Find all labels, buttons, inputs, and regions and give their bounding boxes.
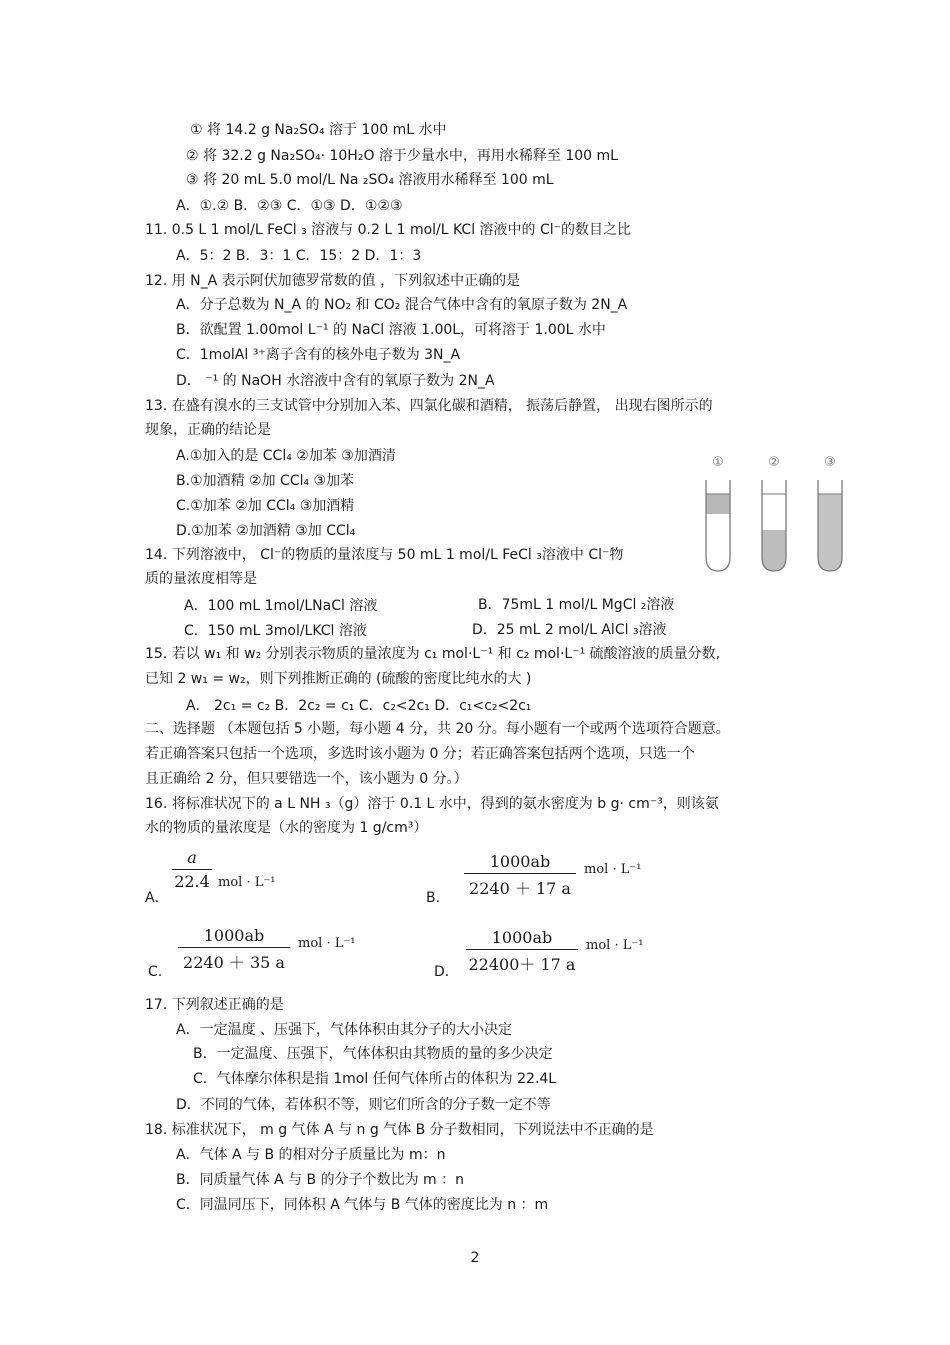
line-q10-item1: ① 将 14.2 g Na₂SO₄ 溶于 100 mL 水中 [190, 122, 447, 138]
q16-option-a-fraction [172, 848, 276, 891]
line-q13-a: A.①加入的是 CCl₄ ②加苯 ③加酒清 [176, 448, 396, 464]
line-section2: 二、选择题 （本题包括 5 小题，每小题 4 分，共 20 分。每小题有一个或两个选项符合题意。 [145, 721, 730, 737]
fraction-bar [466, 949, 578, 950]
line-q13-cont: 现象，正确的结论是 [145, 422, 271, 438]
line-q14-b: B．75mL 1 mol/L MgCl ₂溶液 [478, 597, 675, 613]
line-q10-item3: ③ 将 20 mL 5.0 mol/L Na ₂SO₄ 溶液用水稀释至 100 mL [186, 172, 554, 188]
fraction-bar [464, 873, 576, 874]
q16-option-b-fraction [464, 852, 642, 899]
test-tube-3 [818, 480, 842, 571]
line-q17-d: D．不同的气体，若体积不等，则它们所含的分子数一定不等 [176, 1097, 551, 1113]
q16-option-d-fraction [466, 928, 644, 975]
line-q17-b: B．一定温度、压强下，气体体积由其物质的量的多少决定 [193, 1046, 553, 1062]
line-q18-b: B．同质量气体 A 与 B 的分子个数比为 m ：n [176, 1172, 464, 1188]
line-q12-d: D． ⁻¹ 的 NaOH 水溶液中含有的氧原子数为 2N_A [176, 373, 495, 389]
fraction-denominator: 22.4 [174, 872, 210, 891]
line-q13-c: C.①加苯 ②加 CCl₄ ③加酒精 [176, 498, 355, 514]
line-q14: 14. 下列溶液中， Cl⁻的物质的量浓度与 50 mL 1 mol/L FeCl ₃溶液中 Cl⁻物 [145, 547, 624, 563]
line-q15-options: A． 2c₁ = c₂ B．2c₂ = c₁ C．c₂<2c₁ D．c₁<c₂<2c₁ [186, 698, 532, 714]
line-q10-options: A．①.② B．②③ C．①③ D．①②③ [176, 198, 403, 214]
fraction-bar [178, 947, 290, 948]
q16-option-d-label: D． [434, 964, 459, 980]
line-q12-b: B．欲配置 1.00mol L⁻¹ 的 NaCl 溶液 1.00L，可将溶于 1.00L 水中 [176, 322, 606, 338]
fraction-unit: mol · L⁻¹ [584, 862, 642, 877]
test-tube-1 [706, 480, 730, 571]
line-q11: 11. 0.5 L 1 mol/L FeCl ₃ 溶液与 0.2 L 1 mol/L KCl 溶液中的 Cl⁻的数目之比 [145, 222, 632, 238]
fraction-numerator: 1000ab [489, 852, 551, 871]
line-q14-d: D．25 mL 2 mol/L AlCl ₃溶液 [472, 622, 667, 638]
fraction-numerator: 1000ab [203, 926, 265, 945]
line-q17-a: A．一定温度 、压强下，气体体积由其分子的大小决定 [176, 1022, 513, 1038]
fraction-numerator: a [187, 848, 197, 867]
fraction-unit: mol · L⁻¹ [298, 936, 356, 951]
q16-option-c-fraction [178, 926, 356, 973]
line-section2-rule2: 且正确给 2 分，但只要错选一个，该小题为 0 分。） [145, 771, 468, 787]
line-q14-cont: 质的量浓度相等是 [145, 571, 257, 587]
line-q16: 16. 将标准状况下的 a L NH ₃（g）溶于 0.1 L 水中，得到的氨水密度为 b g· cm⁻³，则该氨 [145, 796, 719, 812]
fraction-denominator: 22400＋ 17 a [468, 955, 576, 974]
fraction-bar [172, 869, 212, 870]
tube-label-3: ③ [824, 455, 836, 470]
line-q12-a: A．分子总数为 N_A 的 NO₂ 和 CO₂ 混合气体中含有的氧原子数为 2N_A [176, 297, 628, 313]
line-q12-c: C．1molAl ³⁺离子含有的核外电子数为 3N_A [176, 347, 461, 363]
line-section2-rule1: 若正确答案只包括一个选项，多选时该小题为 0 分；若正确答案包括两个选项，只选一个 [145, 746, 695, 762]
fraction-unit: mol · L⁻¹ [218, 875, 276, 890]
tube-label-1: ① [712, 455, 724, 470]
q16-option-c-label: C. [148, 964, 163, 980]
fraction-numerator: 1000ab [491, 928, 553, 947]
tube-label-2: ② [768, 455, 780, 470]
line-q18-a: A．气体 A 与 B 的相对分子质量比为 m：n [176, 1147, 446, 1163]
line-q11-options: A．5：2 B．3：1 C．15：2 D．1：3 [176, 248, 422, 264]
line-q14-c: C．150 mL 3mol/LKCl 溶液 [184, 623, 367, 639]
test-tube-2 [762, 480, 786, 571]
line-q18-c: C．同温同压下，同体积 A 气体与 B 气体的密度比为 n ：m [176, 1197, 549, 1213]
line-q13-b: B.①加酒精 ②加 CCl₄ ③加苯 [176, 473, 355, 489]
page-number: 2 [470, 1250, 480, 1266]
line-q16-cont: 水的物质的量浓度是（水的密度为 1 g/cm³） [145, 820, 428, 836]
fraction-denominator: 2240 ＋ 35 a [183, 953, 285, 972]
line-q13: 13. 在盛有溴水的三支试管中分别加入苯、四氯化碳和酒精， 振荡后静置， 出现右图所示的 [145, 398, 713, 414]
line-q15-cont: 已知 2 w₁ = w₂，则下列推断正确的 (硫酸的密度比纯水的大 ) [145, 671, 532, 687]
line-q12: 12. 用 N_A 表示阿伏加德罗常数的值 ，下列叙述中正确的是 [145, 273, 521, 289]
fraction-unit: mol · L⁻¹ [586, 938, 644, 953]
line-q18: 18. 标准状况下， m g 气体 A 与 n g 气体 B 分子数相同，下列说法中不正确的是 [145, 1122, 654, 1138]
test-tubes-figure [698, 452, 858, 577]
line-q14-a: A．100 mL 1mol/LNaCl 溶液 [184, 598, 378, 614]
q16-option-a-label: A． [145, 890, 169, 906]
q16-option-b-label: B. [426, 890, 441, 906]
line-q17: 17. 下列叙述正确的是 [145, 997, 284, 1013]
fraction-denominator: 2240 ＋ 17 a [469, 879, 571, 898]
line-q10-item2: ② 将 32.2 g Na₂SO₄· 10H₂O 溶于少量水中，再用水稀释至 100 mL [186, 148, 618, 164]
line-q13-d: D.①加苯 ②加酒精 ③加 CCl₄ [176, 523, 356, 539]
line-q15: 15. 若以 w₁ 和 w₂ 分别表示物质的量浓度为 c₁ mol·L⁻¹ 和 c₂ mol·L⁻¹ 硫酸溶液的质量分数, [145, 646, 721, 662]
line-q17-c: C．气体摩尔体积是指 1mol 任何气体所占的体积为 22.4L [193, 1071, 557, 1087]
